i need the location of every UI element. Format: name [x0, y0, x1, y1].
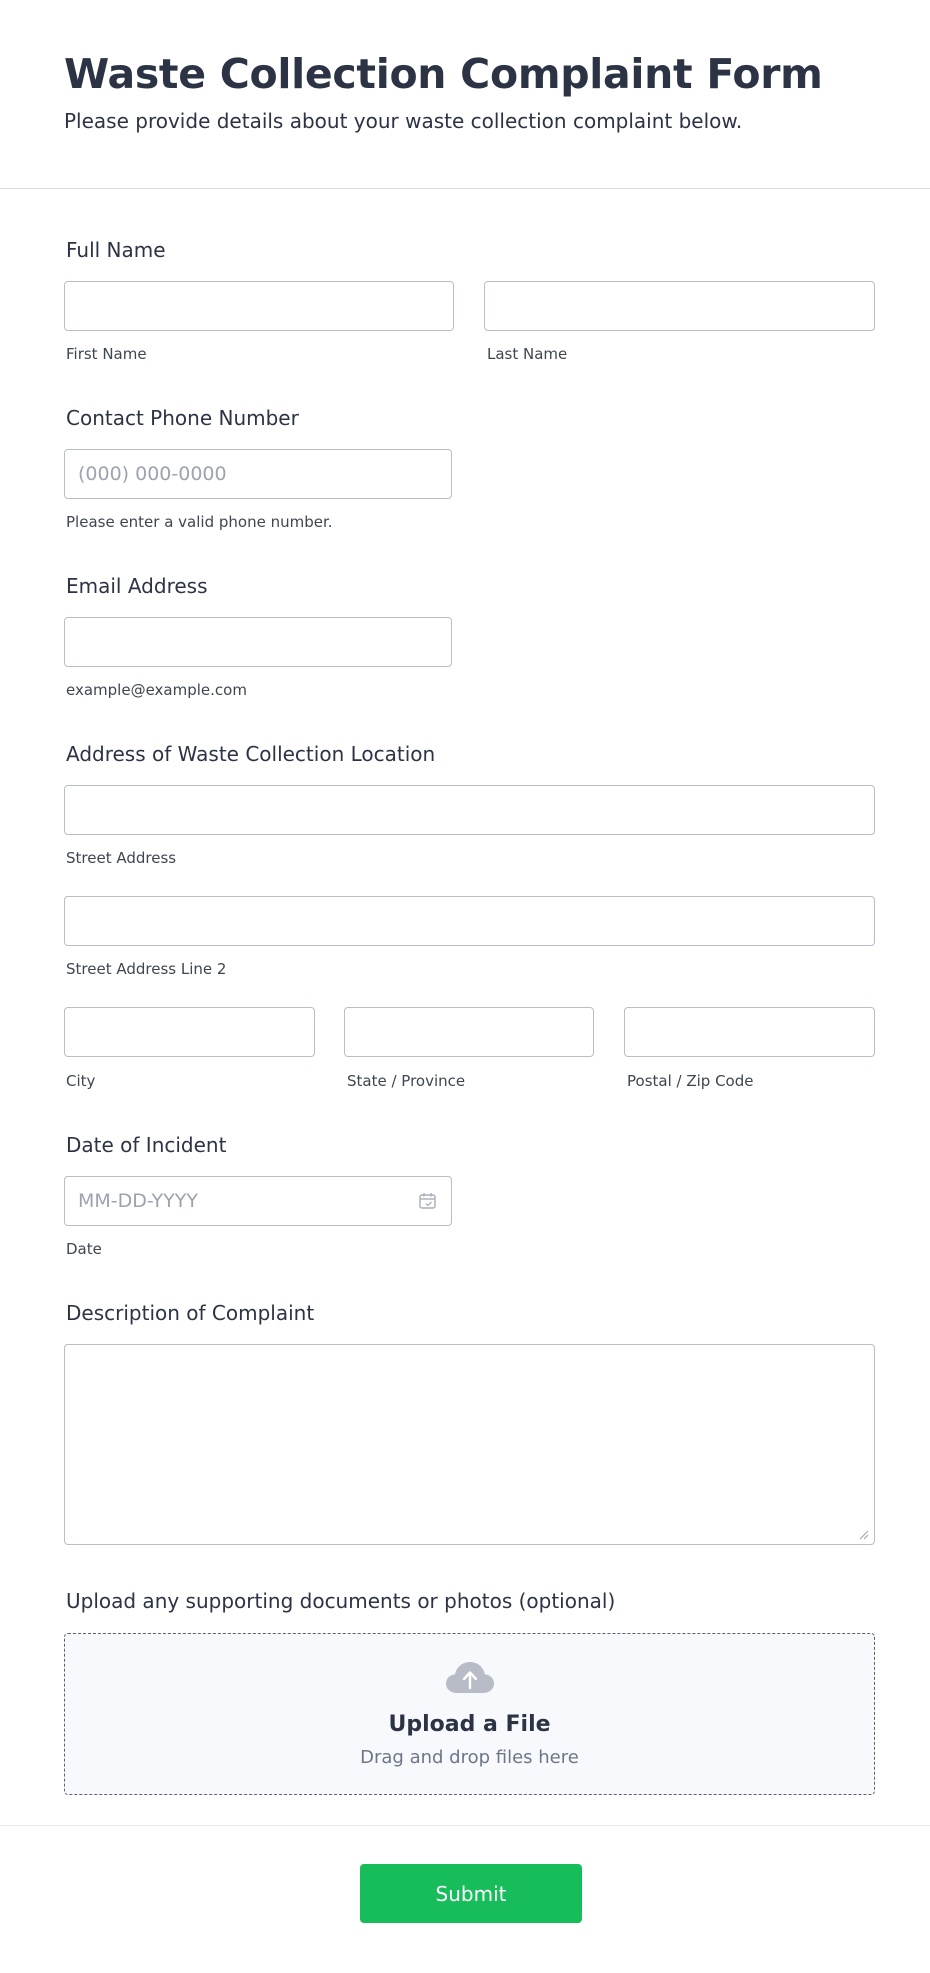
zip-input[interactable] — [624, 1007, 875, 1057]
cloud-upload-icon — [445, 1660, 495, 1696]
submit-button[interactable]: Submit — [360, 1864, 582, 1923]
full-name-label: Full Name — [66, 238, 166, 262]
state-input[interactable] — [344, 1007, 594, 1057]
form-header — [0, 0, 930, 189]
last-name-sublabel: Last Name — [487, 345, 568, 363]
phone-input[interactable] — [64, 449, 452, 499]
upload-hint: Drag and drop files here — [360, 1747, 579, 1768]
date-sublabel: Date — [66, 1240, 102, 1258]
email-sublabel: example@example.com — [66, 681, 247, 699]
email-label: Email Address — [66, 574, 208, 598]
upload-title: Upload a File — [388, 1712, 551, 1737]
state-sublabel: State / Province — [347, 1072, 466, 1090]
file-upload-dropzone[interactable] — [64, 1633, 875, 1795]
calendar-icon[interactable] — [418, 1191, 438, 1211]
description-label: Description of Complaint — [66, 1301, 315, 1325]
city-sublabel: City — [66, 1072, 96, 1090]
street-address-input[interactable] — [64, 785, 875, 835]
zip-sublabel: Postal / Zip Code — [627, 1072, 754, 1090]
description-textarea[interactable] — [64, 1344, 875, 1545]
first-name-sublabel: First Name — [66, 345, 147, 363]
form-subtitle: Please provide details about your waste collection complaint below. — [64, 109, 743, 133]
phone-label: Contact Phone Number — [66, 406, 299, 430]
last-name-input[interactable] — [484, 281, 875, 331]
email-input[interactable] — [64, 617, 452, 667]
street-address-line2-sublabel: Street Address Line 2 — [66, 960, 227, 978]
resize-grip-icon[interactable] — [857, 1528, 869, 1540]
footer-divider — [0, 1825, 930, 1826]
date-label: Date of Incident — [66, 1133, 227, 1157]
phone-sublabel: Please enter a valid phone number. — [66, 513, 333, 531]
city-input[interactable] — [64, 1007, 315, 1057]
upload-label: Upload any supporting documents or photos (optional) — [66, 1589, 616, 1613]
date-input[interactable] — [64, 1176, 452, 1226]
street-address-line2-input[interactable] — [64, 896, 875, 946]
street-address-sublabel: Street Address — [66, 849, 177, 867]
address-label: Address of Waste Collection Location — [66, 742, 436, 766]
first-name-input[interactable] — [64, 281, 454, 331]
form-title: Waste Collection Complaint Form — [64, 50, 823, 98]
